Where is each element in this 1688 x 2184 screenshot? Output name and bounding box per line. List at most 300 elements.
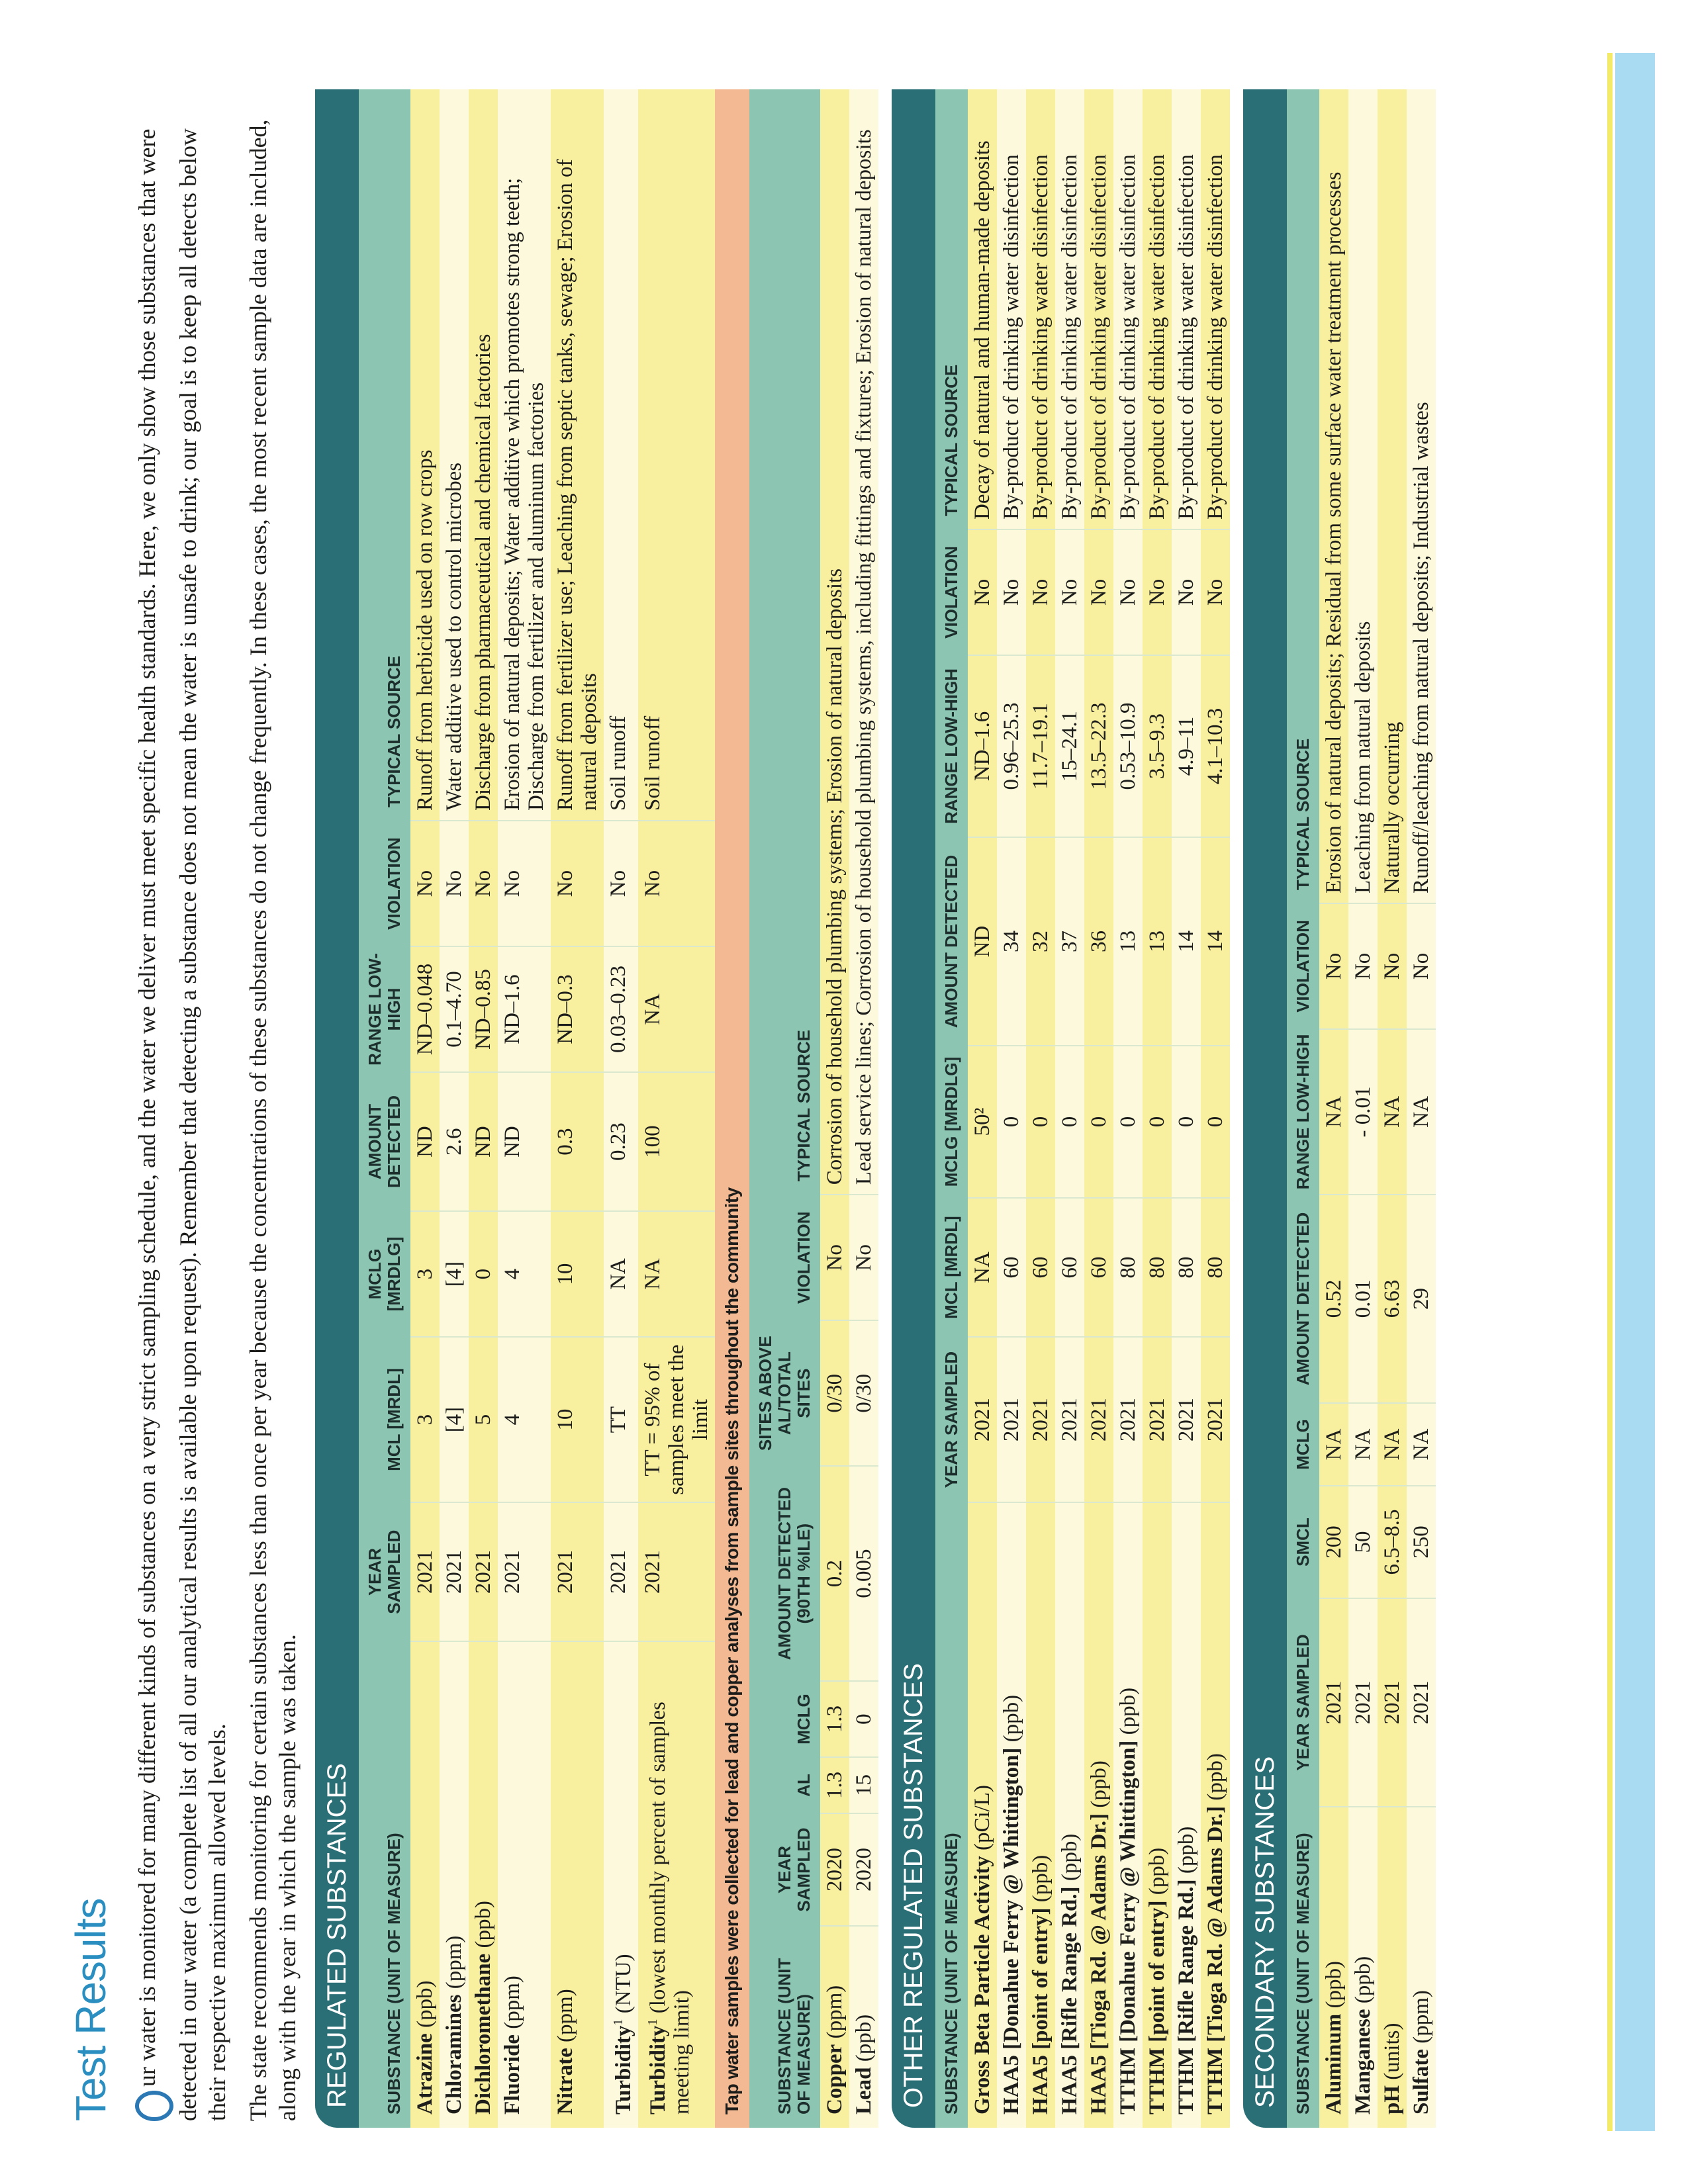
table-row <box>604 89 638 2128</box>
cell-range-low-high: ND–0.048 <box>410 946 440 1072</box>
column-header: YEAR SAMPLED <box>1287 1598 1319 1807</box>
cell-amount-detected-90th-ile-: 0.005 <box>849 1466 878 1681</box>
unit: (NTU) <box>612 1954 635 2019</box>
cell-mclg-mrdlg-: 0 <box>469 1211 498 1337</box>
cell-typical-source: Soil runoff <box>604 89 638 821</box>
cell-mcl-mrdl-: 10 <box>551 1337 604 1502</box>
cell-amount-detected: 14 <box>1201 837 1230 1046</box>
table-row <box>849 89 878 2128</box>
cell-amount-detected: 32 <box>1026 837 1055 1046</box>
column-header: MCLG [MRDLG] <box>359 1211 410 1337</box>
cell-mclg-mrdlg-: 3 <box>410 1211 440 1337</box>
cell-amount-detected: 37 <box>1055 837 1084 1046</box>
cell-mclg-mrdlg-: NA <box>604 1211 638 1337</box>
cell-violation: No <box>1348 903 1378 1029</box>
blue-footer-strip <box>1615 53 1655 2131</box>
substance-cell <box>1201 1502 1230 2128</box>
substance-cell <box>997 1502 1026 2128</box>
substance-name: Atrazine <box>413 2033 437 2115</box>
cell-range-low-high: 13.5–22.3 <box>1084 655 1113 837</box>
substance-cell <box>498 1641 551 2128</box>
unit: (units) <box>1380 2023 1404 2085</box>
column-header: MCL [MRDL] <box>935 1198 968 1337</box>
footnote-mark: 1 <box>611 2019 626 2026</box>
cell-mcl-mrdl-: 80 <box>1113 1198 1143 1337</box>
cell-violation: No <box>410 821 440 946</box>
cell-amount-detected: ND <box>498 1072 551 1211</box>
intro-text <box>132 89 302 2128</box>
column-header: TYPICAL SOURCE <box>359 89 410 821</box>
substance-name: Copper <box>823 2044 847 2115</box>
cell-range-low-high: 0.96–25.3 <box>997 655 1026 837</box>
cell-mclg-mrdlg-: 4 <box>498 1211 551 1337</box>
cell-range-low-high: 0.03–0.23 <box>604 946 638 1072</box>
cell-range-low-high: NA <box>1378 1029 1407 1195</box>
cell-smcl: 200 <box>1319 1486 1348 1598</box>
cell-range-low-high: NA <box>1319 1029 1348 1195</box>
column-header: AMOUNT DETECTED <box>1287 1195 1319 1403</box>
page-title: Test Results <box>67 1898 115 2121</box>
column-header: MCLG <box>1287 1403 1319 1486</box>
table-row <box>410 89 440 2128</box>
cell-amount-detected: 0.52 <box>1319 1195 1348 1403</box>
cell-range-low-high: 4.9–11 <box>1172 655 1201 837</box>
header-row <box>1287 89 1319 2128</box>
cell-year-sampled: 2021 <box>1201 1337 1230 1502</box>
cell-amount-detected: ND <box>968 837 997 1046</box>
substance-cell <box>1143 1502 1172 2128</box>
substance-cell <box>1055 1502 1084 2128</box>
other-regulated-title: OTHER REGULATED SUBSTANCES <box>892 89 935 2128</box>
substance-name: Gross Beta Particle Activity <box>970 1856 994 2115</box>
table-row <box>498 89 551 2128</box>
yellow-rule <box>1607 53 1613 2131</box>
column-header: TYPICAL SOURCE <box>935 89 968 529</box>
table-row <box>1084 89 1113 2128</box>
table-row <box>1026 89 1055 2128</box>
cell-amount-detected: 0.23 <box>604 1072 638 1211</box>
cell-mcl-mrdl-: 60 <box>1055 1198 1084 1337</box>
cell-range-low-high: ND–1.6 <box>498 946 551 1072</box>
cell-mcl-mrdl-: 4 <box>498 1337 551 1502</box>
cell-mclg: NA <box>1378 1403 1407 1486</box>
cell-violation: No <box>1172 529 1201 655</box>
table-row <box>1143 89 1172 2128</box>
cell-typical-source: Water additive used to control microbes <box>440 89 469 821</box>
cell-amount-detected: 29 <box>1407 1195 1436 1403</box>
cell-typical-source: Discharge from pharmaceutical and chemical factories <box>469 89 498 821</box>
regulated-table <box>359 89 715 2128</box>
column-header: AMOUNT DETECTED <box>359 1072 410 1211</box>
substance-cell <box>1378 1807 1407 2128</box>
unit: (ppb) <box>852 2014 876 2068</box>
cell-mclg-mrdlg-: 0 <box>1084 1046 1113 1198</box>
column-header: YEAR SAMPLED <box>359 1502 410 1641</box>
cell-mcl-mrdl-: TT = 95% of samples meet the limit <box>638 1337 715 1502</box>
cell-typical-source: By-product of drinking water disinfection <box>1172 89 1201 529</box>
column-header: MCLG <box>749 1681 820 1757</box>
substance-cell <box>849 1926 878 2128</box>
cell-year-sampled: 2020 <box>849 1813 878 1926</box>
cell-year-sampled: 2021 <box>551 1502 604 1641</box>
cell-year-sampled: 2021 <box>997 1337 1026 1502</box>
table-row <box>968 89 997 2128</box>
cell-sites-above-al-total-sites: 0/30 <box>820 1320 849 1466</box>
unit: (ppb) <box>1087 1760 1111 1813</box>
cell-year-sampled: 2021 <box>1055 1337 1084 1502</box>
intro-paragraph-1: ur water is monitored for many different kinds of substances on a very strict sampling schedule, and the water we deliver must meet specific health standards. Here, we only show those substances that were detected in our water (a complete list of all our analytical results is available upon request). Remember that detecting a substance does not mean the water is unsafe to drink; our goal is to keep all detects below their respective maximum allowed levels. <box>134 128 230 2121</box>
cell-mclg: 0 <box>849 1681 878 1757</box>
unit: (lowest monthly percent of samples meeting limit) <box>646 1702 694 2115</box>
cell-smcl: 50 <box>1348 1486 1378 1598</box>
table-row <box>1378 89 1407 2128</box>
cell-amount-detected: 100 <box>638 1072 715 1211</box>
cell-mcl-mrdl-: 80 <box>1172 1198 1201 1337</box>
cell-mcl-mrdl-: NA <box>968 1198 997 1337</box>
cell-amount-detected: 36 <box>1084 837 1113 1046</box>
substance-name: Fluoride <box>500 2034 524 2115</box>
substance-cell <box>440 1641 469 2128</box>
table-row <box>551 89 604 2128</box>
cell-typical-source: Lead service lines; Corrosion of household plumbing systems, including fittings and fixtures; Erosion of natural deposits <box>849 89 878 1195</box>
cell-violation: No <box>997 529 1026 655</box>
cell-range-low-high: 3.5–9.3 <box>1143 655 1172 837</box>
regulated-title: REGULATED SUBSTANCES <box>315 89 359 2128</box>
secondary-grid <box>1287 89 1436 2128</box>
cell-mcl-mrdl-: [4] <box>440 1337 469 1502</box>
cell-violation: No <box>498 821 551 946</box>
unit: (ppb) <box>471 1901 495 1954</box>
cell-amount-detected: ND <box>469 1072 498 1211</box>
cell-typical-source: By-product of drinking water disinfection <box>1026 89 1055 529</box>
table-row <box>1319 89 1348 2128</box>
cell-violation: No <box>1055 529 1084 655</box>
cell-range-low-high: NA <box>1407 1029 1436 1195</box>
cell-year-sampled: 2021 <box>1407 1598 1436 1807</box>
cell-typical-source: By-product of drinking water disinfection <box>997 89 1026 529</box>
column-header: SUBSTANCE (UNIT OF MEASURE) <box>935 1502 968 2128</box>
column-header: YEAR SAMPLED <box>935 1337 968 1502</box>
cell-mclg: 1.3 <box>820 1681 849 1757</box>
cell-mcl-mrdl-: 60 <box>1084 1198 1113 1337</box>
cell-mclg-mrdlg-: 0 <box>1026 1046 1055 1198</box>
substance-name: Chloramines <box>442 1994 466 2115</box>
cell-sites-above-al-total-sites: 0/30 <box>849 1320 878 1466</box>
substance-name: pH <box>1380 2085 1404 2115</box>
cell-violation: No <box>440 821 469 946</box>
substance-cell <box>469 1641 498 2128</box>
secondary-table <box>1287 89 1436 2128</box>
cell-year-sampled: 2021 <box>604 1502 638 1641</box>
cell-amount-detected: 34 <box>997 837 1026 1046</box>
cell-typical-source: Runoff/leaching from natural deposits; Industrial wastes <box>1407 89 1436 903</box>
substance-cell <box>1172 1502 1201 2128</box>
cell-typical-source: By-product of drinking water disinfection <box>1143 89 1172 529</box>
regulated-grid <box>359 89 715 2128</box>
cell-range-low-high: 15–24.1 <box>1055 655 1084 837</box>
cell-violation: No <box>1378 903 1407 1029</box>
cell-year-sampled: 2021 <box>410 1502 440 1641</box>
column-header: MCLG [MRDLG] <box>935 1046 968 1198</box>
substance-name: Nitrate <box>553 2048 577 2115</box>
column-header: RANGE LOW-HIGH <box>935 655 968 837</box>
cell-violation: No <box>1084 529 1113 655</box>
cell-year-sampled: 2021 <box>638 1502 715 1641</box>
unit: (ppm) <box>500 1976 524 2034</box>
substance-cell <box>410 1641 440 2128</box>
cell-year-sampled: 2021 <box>1084 1337 1113 1502</box>
substance-cell <box>1407 1807 1436 2128</box>
unit: (ppb) <box>413 1980 437 2034</box>
cell-typical-source: Corrosion of household plumbing systems; Erosion of natural deposits <box>820 89 849 1195</box>
cell-typical-source: By-product of drinking water disinfection <box>1113 89 1143 529</box>
table-row <box>820 89 849 2128</box>
cell-mclg: NA <box>1407 1403 1436 1486</box>
unit: (ppb) <box>1029 1854 1053 1908</box>
cell-violation: No <box>1407 903 1436 1029</box>
unit: (ppb) <box>1203 1753 1227 1806</box>
column-header: VIOLATION <box>359 821 410 946</box>
cell-year-sampled: 2021 <box>968 1337 997 1502</box>
table-row <box>1055 89 1084 2128</box>
substance-cell <box>820 1926 849 2128</box>
column-header: VIOLATION <box>1287 903 1319 1029</box>
cell-violation: No <box>551 821 604 946</box>
column-header: YEAR SAMPLED <box>749 1813 820 1926</box>
cell-typical-source: By-product of drinking water disinfection <box>1201 89 1230 529</box>
cell-year-sampled: 2021 <box>1378 1598 1407 1807</box>
cell-year-sampled: 2021 <box>1026 1337 1055 1502</box>
cell-typical-source: Soil runoff <box>638 89 715 821</box>
cell-mcl-mrdl-: 5 <box>469 1337 498 1502</box>
unit: (ppm) <box>823 1985 847 2044</box>
cell-range-low-high: ND–0.85 <box>469 946 498 1072</box>
substance-cell <box>1113 1502 1143 2128</box>
cell-violation: No <box>820 1195 849 1320</box>
cell-amount-detected: 2.6 <box>440 1072 469 1211</box>
other-regulated-section <box>892 89 1230 2128</box>
cell-range-low-high: 0.53–10.9 <box>1113 655 1143 837</box>
header-row <box>359 89 410 2128</box>
unit: (ppm) <box>553 1989 577 2048</box>
column-header: VIOLATION <box>749 1195 820 1320</box>
column-header: VIOLATION <box>935 529 968 655</box>
cell-violation: No <box>469 821 498 946</box>
unit: (ppb) <box>1174 1826 1198 1880</box>
lead-copper-table <box>749 89 878 2128</box>
substance-name: Lead <box>852 2067 876 2115</box>
substance-name: HAA5 [Donahue Ferry @ Whittington] <box>1000 1747 1023 2115</box>
cell-mcl-mrdl-: 80 <box>1143 1198 1172 1337</box>
cell-amount-detected: 0.3 <box>551 1072 604 1211</box>
regulated-section <box>315 89 878 2128</box>
substance-cell <box>638 1641 715 2128</box>
page-content <box>132 89 1436 2128</box>
table-row <box>1407 89 1436 2128</box>
column-header: RANGE LOW-HIGH <box>359 946 410 1072</box>
substance-name: Manganese <box>1351 2009 1375 2115</box>
unit: (ppb) <box>1000 1694 1023 1748</box>
cell-amount-detected: 0.01 <box>1348 1195 1378 1403</box>
cell-mcl-mrdl-: 3 <box>410 1337 440 1502</box>
column-header: SUBSTANCE (UNIT OF MEASURE) <box>749 1926 820 2128</box>
substance-name: Sulfate <box>1409 2049 1433 2115</box>
secondary-section <box>1243 89 1436 2128</box>
column-header: RANGE LOW-HIGH <box>1287 1029 1319 1195</box>
substance-cell <box>968 1502 997 2128</box>
cell-violation: No <box>1201 529 1230 655</box>
cell-violation: No <box>604 821 638 946</box>
column-header: TYPICAL SOURCE <box>1287 89 1319 903</box>
cell-range-low-high: 11.7–19.1 <box>1026 655 1055 837</box>
cell-violation: No <box>1319 903 1348 1029</box>
header-row <box>749 89 820 2128</box>
cell-mclg-mrdlg-: [4] <box>440 1211 469 1337</box>
unit: (pCi/L) <box>970 1785 994 1856</box>
column-header: SUBSTANCE (UNIT OF MEASURE) <box>359 1641 410 2128</box>
table-row <box>440 89 469 2128</box>
substance-name: Turbidity <box>646 2025 670 2115</box>
cell-year-sampled: 2021 <box>1319 1598 1348 1807</box>
substance-cell <box>1084 1502 1113 2128</box>
cell-violation: No <box>849 1195 878 1320</box>
cell-mcl-mrdl-: 60 <box>997 1198 1026 1337</box>
cell-mcl-mrdl-: TT <box>604 1337 638 1502</box>
substance-name: HAA5 [Rifle Range Rd.] <box>1058 1886 1082 2115</box>
cell-range-low-high: ND–1.6 <box>968 655 997 837</box>
substance-name: Aluminum <box>1322 2013 1346 2115</box>
unit: (ppb) <box>1058 1833 1082 1887</box>
unit: (ppm) <box>1409 1990 1433 2049</box>
substance-cell <box>1026 1502 1055 2128</box>
substance-cell <box>1348 1807 1378 2128</box>
cell-year-sampled: 2021 <box>1113 1337 1143 1502</box>
cell-mclg: NA <box>1348 1403 1378 1486</box>
substance-name: HAA5 [point of entry] <box>1029 1907 1053 2115</box>
cell-typical-source: Runoff from fertilizer use; Leaching from septic tanks, sewage; Erosion of natural deposits <box>551 89 604 821</box>
table-row <box>1201 89 1230 2128</box>
column-header: SUBSTANCE (UNIT OF MEASURE) <box>1287 1807 1319 2128</box>
cell-typical-source: By-product of drinking water disinfection <box>1084 89 1113 529</box>
cell-range-low-high: - 0.01 <box>1348 1029 1378 1195</box>
cell-violation: No <box>1113 529 1143 655</box>
substance-cell <box>604 1641 638 2128</box>
cell-amount-detected: 13 <box>1143 837 1172 1046</box>
cell-amount-detected: 14 <box>1172 837 1201 1046</box>
substance-name: TTHM [Tioga Rd. @ Adams Dr.] <box>1203 1805 1227 2115</box>
cell-amount-detected-90th-ile-: 0.2 <box>820 1466 849 1681</box>
cell-range-low-high: 0.1–4.70 <box>440 946 469 1072</box>
substance-name: TTHM [point of entry] <box>1145 1900 1169 2115</box>
cell-mclg-mrdlg-: 0 <box>1201 1046 1230 1198</box>
unit: (ppm) <box>442 1935 466 1995</box>
cell-violation: No <box>1026 529 1055 655</box>
table-row <box>638 89 715 2128</box>
cell-mcl-mrdl-: 60 <box>1026 1198 1055 1337</box>
cell-typical-source: Erosion of natural deposits; Water additive which promotes strong teeth; Discharge from fertilizer and aluminum factories <box>498 89 551 821</box>
cell-mclg-mrdlg-: 0 <box>1172 1046 1201 1198</box>
cell-range-low-high: ND–0.3 <box>551 946 604 1072</box>
column-header: AMOUNT DETECTED (90TH %ILE) <box>749 1466 820 1681</box>
substance-name: TTHM [Donahue Ferry @ Whittington] <box>1116 1740 1140 2115</box>
cell-violation: No <box>968 529 997 655</box>
table-row <box>1113 89 1143 2128</box>
cell-typical-source: Leaching from natural deposits <box>1348 89 1378 903</box>
cell-mclg-mrdlg-: NA <box>638 1211 715 1337</box>
cell-violation: No <box>638 821 715 946</box>
secondary-title: SECONDARY SUBSTANCES <box>1243 89 1287 2128</box>
column-header: AMOUNT DETECTED <box>935 837 968 1046</box>
cell-typical-source: Decay of natural and human-made deposits <box>968 89 997 529</box>
table-row <box>997 89 1026 2128</box>
cell-mclg-mrdlg-: 0 <box>1113 1046 1143 1198</box>
substance-name: TTHM [Rifle Range Rd.] <box>1174 1879 1198 2115</box>
footnote-mark: 1 <box>645 2019 660 2026</box>
cell-smcl: 6.5–8.5 <box>1378 1486 1407 1598</box>
intro-paragraph-2: The state recommends monitoring for certain substances less than once per year because the concentrations of these substances do not change frequently. In these cases, the most recent sample data are included, along with the year in which the sample was taken. <box>245 119 301 2121</box>
unit: (ppb) <box>1351 1956 1375 2009</box>
column-header: MCL [MRDL] <box>359 1337 410 1502</box>
cell-year-sampled: 2021 <box>1172 1337 1201 1502</box>
cell-smcl: 250 <box>1407 1486 1436 1598</box>
cell-typical-source: Runoff from herbicide used on row crops <box>410 89 440 821</box>
cell-mclg-mrdlg-: 0 <box>1055 1046 1084 1198</box>
unit: (ppb) <box>1116 1687 1140 1741</box>
substance-cell <box>551 1641 604 2128</box>
leadcopper-grid <box>749 89 878 2128</box>
table-row <box>469 89 498 2128</box>
cell-al: 1.3 <box>820 1757 849 1813</box>
cell-al: 15 <box>849 1757 878 1813</box>
cell-mclg-mrdlg-: 0 <box>997 1046 1026 1198</box>
cell-amount-detected: 13 <box>1113 837 1143 1046</box>
other-regulated-table <box>935 89 1230 2128</box>
cell-violation: No <box>1143 529 1172 655</box>
cell-year-sampled: 2021 <box>440 1502 469 1641</box>
cell-mclg-mrdlg-: 0 <box>1143 1046 1172 1198</box>
cell-mclg: NA <box>1319 1403 1348 1486</box>
cell-year-sampled: 2021 <box>469 1502 498 1641</box>
header-row <box>935 89 968 2128</box>
table-row <box>1348 89 1378 2128</box>
unit: (ppb) <box>1322 1961 1346 2014</box>
cell-year-sampled: 2021 <box>1348 1598 1378 1807</box>
cell-amount-detected: ND <box>410 1072 440 1211</box>
cell-typical-source: By-product of drinking water disinfection <box>1055 89 1084 529</box>
column-header: SMCL <box>1287 1486 1319 1598</box>
substance-name: HAA5 [Tioga Rd. @ Adams Dr.] <box>1087 1813 1111 2115</box>
cell-year-sampled: 2021 <box>1143 1337 1172 1502</box>
column-header: AL <box>749 1757 820 1813</box>
substance-cell <box>1319 1807 1348 2128</box>
cell-range-low-high: NA <box>638 946 715 1072</box>
substance-name: Turbidity <box>612 2025 635 2115</box>
cell-year-sampled: 2020 <box>820 1813 849 1926</box>
cell-mclg-mrdlg-: 50² <box>968 1046 997 1198</box>
cell-typical-source: Erosion of natural deposits; Residual from some surface water treatment processes <box>1319 89 1348 903</box>
cell-mcl-mrdl-: 80 <box>1201 1198 1230 1337</box>
drop-cap-o <box>135 2091 173 2121</box>
cell-typical-source: Naturally occurring <box>1378 89 1407 903</box>
column-header: SITES ABOVE AL/TOTAL SITES <box>749 1320 820 1466</box>
substance-name: Dichloromethane <box>471 1953 495 2115</box>
cell-amount-detected: 6.63 <box>1378 1195 1407 1403</box>
cell-year-sampled: 2021 <box>498 1502 551 1641</box>
other-grid <box>935 89 1230 2128</box>
table-row <box>1172 89 1201 2128</box>
cell-range-low-high: 4.1–10.3 <box>1201 655 1230 837</box>
unit: (ppb) <box>1145 1847 1169 1901</box>
